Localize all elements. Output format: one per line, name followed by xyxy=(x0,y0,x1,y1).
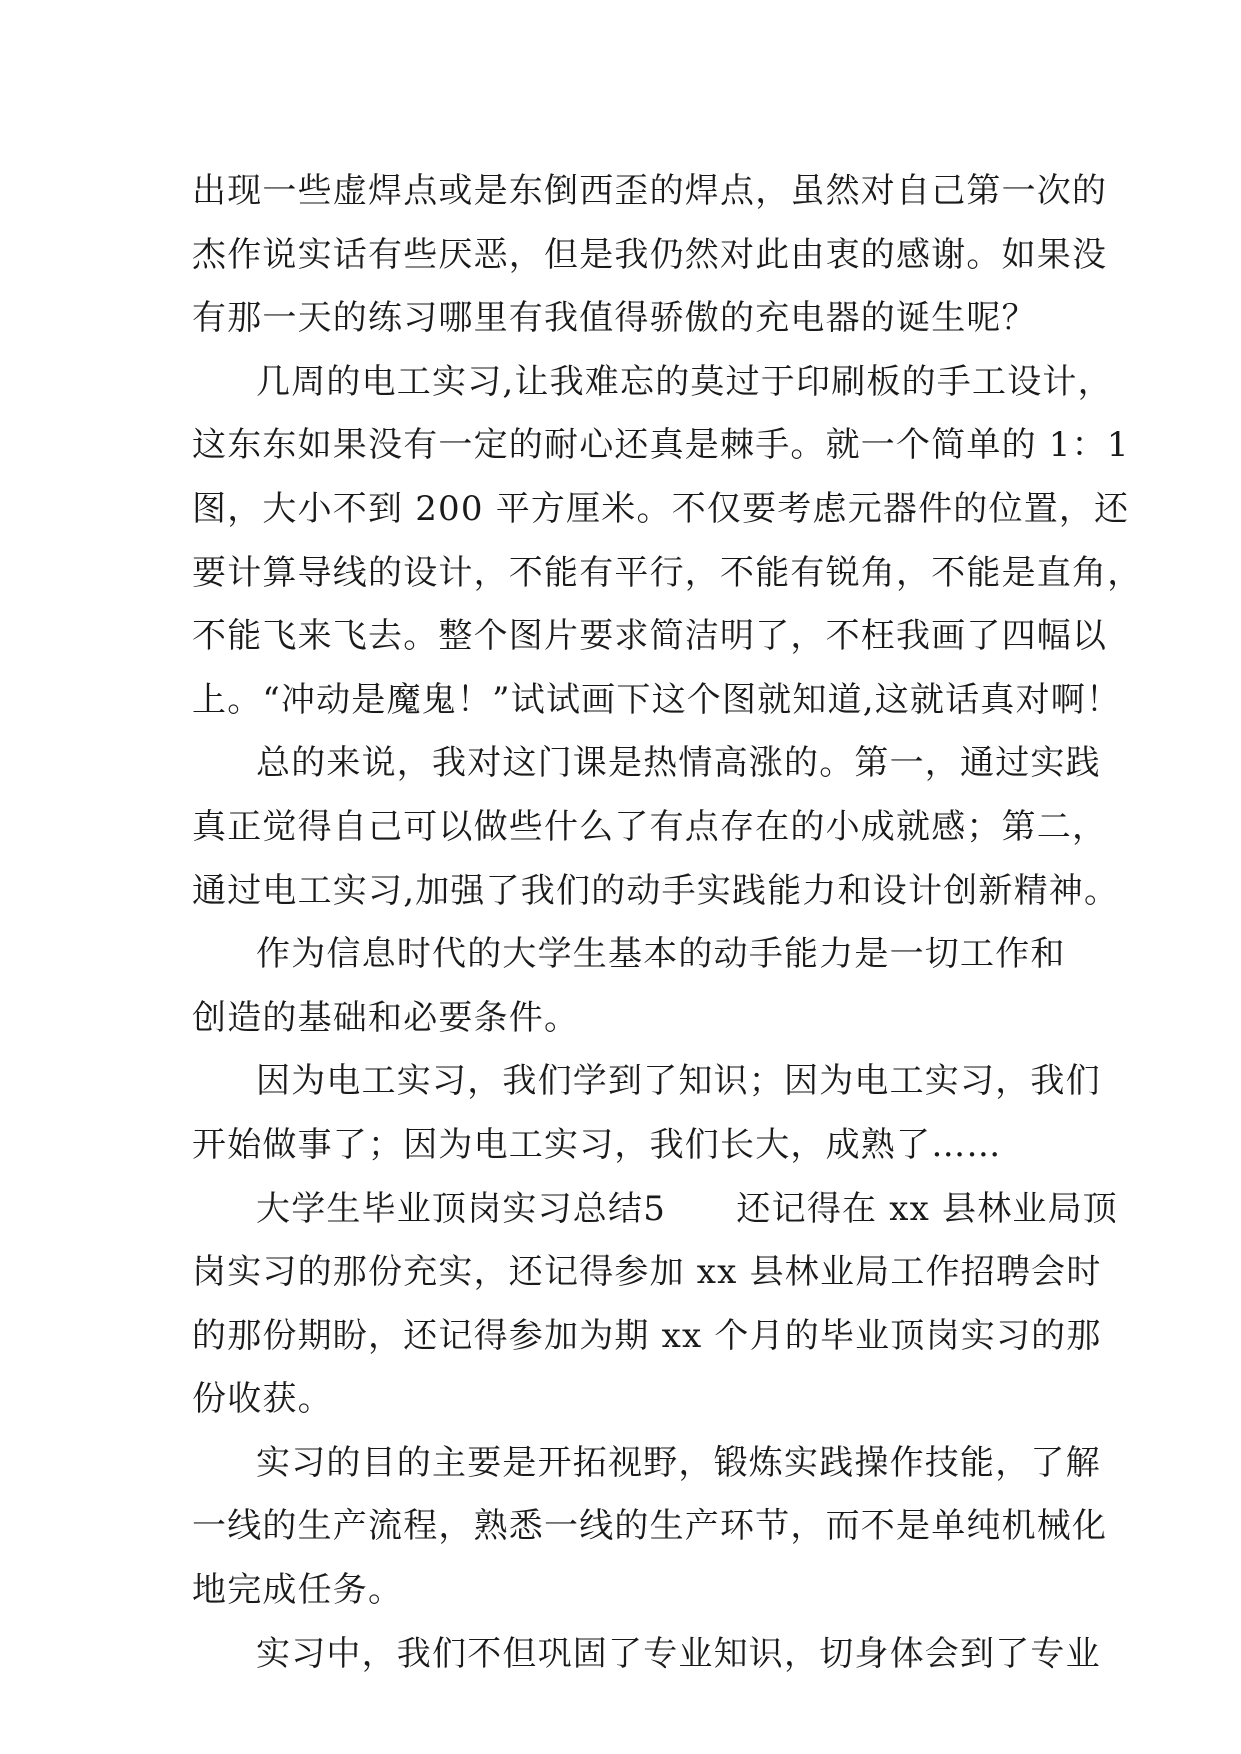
text-line: 因为电工实习，我们学到了知识；因为电工实习，我们 xyxy=(256,1061,1101,1102)
text-line: 图，大小不到 200 平方厘米。不仅要考虑元器件的位置，还 xyxy=(192,488,1130,529)
text-line: 开始做事了；因为电工实习，我们长大，成熟了…… xyxy=(192,1124,1002,1165)
text-line: 总的来说，我对这门课是热情高涨的。第一，通过实践 xyxy=(256,743,1101,784)
text-line: 上。“冲动是魔鬼！”试试画下这个图就知道,这就话真对啊！ xyxy=(192,679,1122,720)
text-line: 地完成任务。 xyxy=(192,1570,404,1611)
text-line: 杰作说实话有些厌恶，但是我仍然对此由衷的感谢。如果没 xyxy=(192,234,1108,275)
text-line: 一线的生产流程，熟悉一线的生产环节，而不是单纯机械化 xyxy=(192,1506,1108,1547)
text-line: 不能飞来飞去。整个图片要求简洁明了，不枉我画了四幅以 xyxy=(192,616,1108,657)
text-line: 大学生毕业顶岗实习总结5 还记得在 xx 县林业局顶 xyxy=(256,1188,1118,1229)
text-line: 这东东如果没有一定的耐心还真是棘手。就一个简单的 1：1 xyxy=(192,425,1130,466)
text-line: 实习中，我们不但巩固了专业知识，切身体会到了专业 xyxy=(256,1633,1101,1674)
text-line: 真正觉得自己可以做些什么了有点存在的小成就感；第二， xyxy=(192,806,1108,847)
text-line: 有那一天的练习哪里有我值得骄傲的充电器的诞生呢？ xyxy=(192,298,1037,339)
document-body xyxy=(192,160,1143,1686)
text-line: 出现一些虚焊点或是东倒西歪的焊点，虽然对自己第一次的 xyxy=(192,171,1108,211)
text-line: 作为信息时代的大学生基本的动手能力是一切工作和 xyxy=(256,934,1066,975)
text-line: 份收获。 xyxy=(192,1379,333,1420)
text-line: 要计算导线的设计，不能有平行，不能有锐角，不能是直角， xyxy=(192,552,1143,593)
text-line: 创造的基础和必要条件。 xyxy=(192,997,580,1038)
text-line: 岗实习的那份充实，还记得参加 xx 县林业局工作招聘会时 xyxy=(192,1252,1102,1293)
text-line: 几周的电工实习,让我难忘的莫过于印刷板的手工设计， xyxy=(256,361,1113,402)
text-line: 通过电工实习,加强了我们的动手实践能力和设计创新精神。 xyxy=(192,870,1120,911)
text-line: 实习的目的主要是开拓视野，锻炼实践操作技能，了解 xyxy=(256,1442,1101,1483)
text-line: 的那份期盼，还记得参加为期 xx 个月的毕业顶岗实习的那 xyxy=(192,1315,1102,1356)
